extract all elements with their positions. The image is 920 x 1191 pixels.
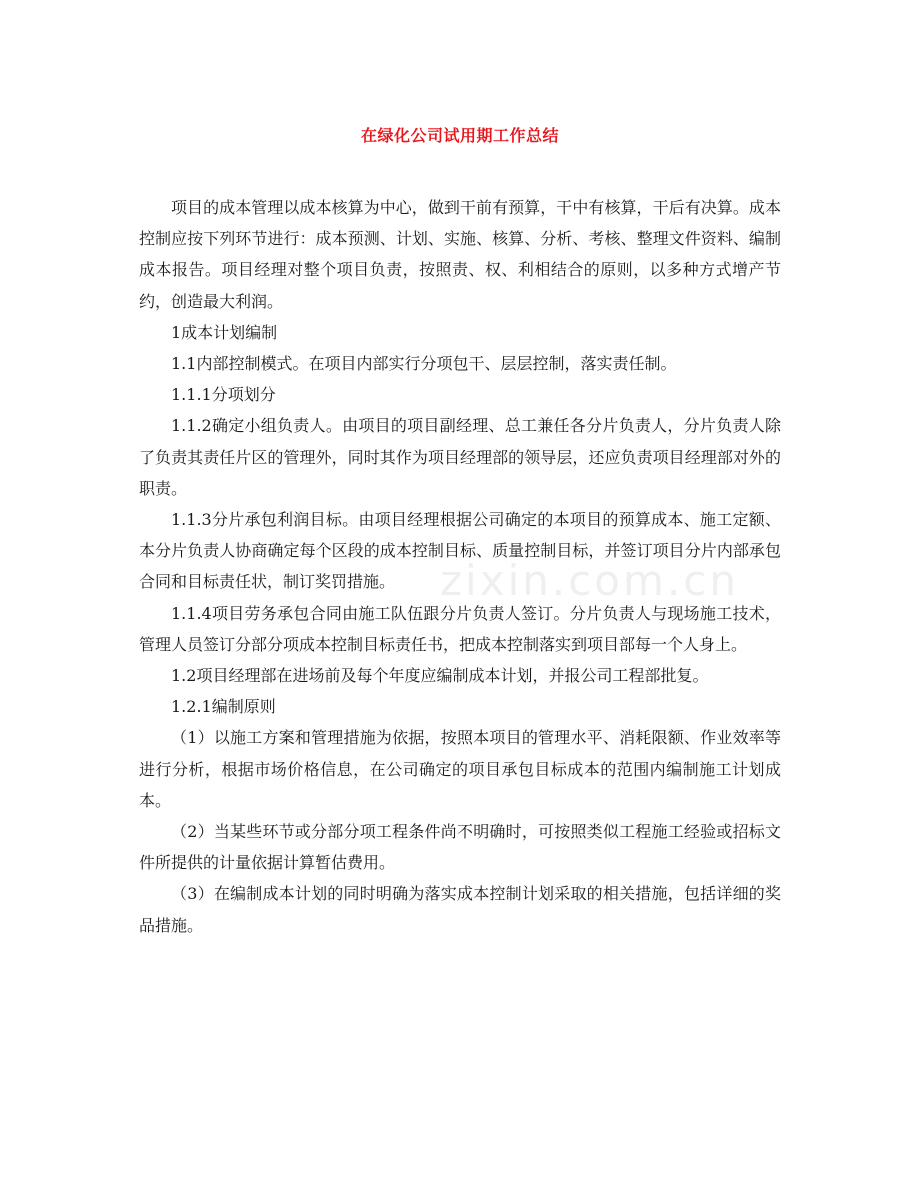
heading-1-1: 1.1内部控制模式。在项目内部实行分项包干、层层控制，落实责任制。 [171,354,677,374]
paragraph-1-1-2: 1.1.2确定小组负责人。由项目的项目副经理、总工兼任各分片负责人，分片负责人除了负责其责任片区的管理外，同时其作为项目经理部的领导层，还应负责项目经理部对外的职责。 [139,416,781,498]
paragraph-intro: 项目的成本管理以成本核算为中心，做到干前有预算，干中有核算，干后有决算。成本控制应按下列环节进行：成本预测、计划、实施、核算、分析、考核、整理文件资料、编制成本报告。项目经理对整个项目负责，按照责、权、利相结合的原则，以多种方式增产节约，创造最大利润。 [139,198,781,311]
principle-item-2: （2）当某些环节或分部分项工程条件尚不明确时，可按照类似工程施工经验或招标文件所提供的计量依据计算暂估费用。 [139,822,781,873]
heading-1-2-1: 1.2.1编制原则 [171,697,276,717]
paragraph-1-1-3: 1.1.3分片承包利润目标。由项目经理根据公司确定的本项目的预算成本、施工定额、本分片负责人协商确定每个区段的成本控制目标、质量控制目标，并签订项目分片内部承包合同和目标责任状，制订奖罚措施。 [139,510,781,592]
document-title: 在绿化公司试用期工作总结 [360,126,559,145]
principle-item-1: （1）以施工方案和管理措施为依据，按照本项目的管理水平、消耗限额、作业效率等进行分析，根据市场价格信息，在公司确定的项目承包目标成本的范围内编制施工计划成本。 [139,728,781,810]
document-body [139,192,781,941]
paragraph-1-2: 1.2项目经理部在进场前及每个年度应编制成本计划，并报公司工程部批复。 [171,666,709,686]
principle-item-3: （3）在编制成本计划的同时明确为落实成本控制计划采取的相关措施，包括详细的奖品措施。 [139,884,781,935]
heading-1: 1成本计划编制 [171,322,278,342]
paragraph-1-1-4: 1.1.4项目劳务承包合同由施工队伍跟分片负责人签订。分片负责人与现场施工技术，管理人员签订分部分项成本控制目标责任书，把成本控制落实到项目部每一个人身上。 [139,603,781,654]
heading-1-1-1: 1.1.1分项划分 [171,385,276,405]
watermark-text: zixin.com.cn [440,556,739,605]
